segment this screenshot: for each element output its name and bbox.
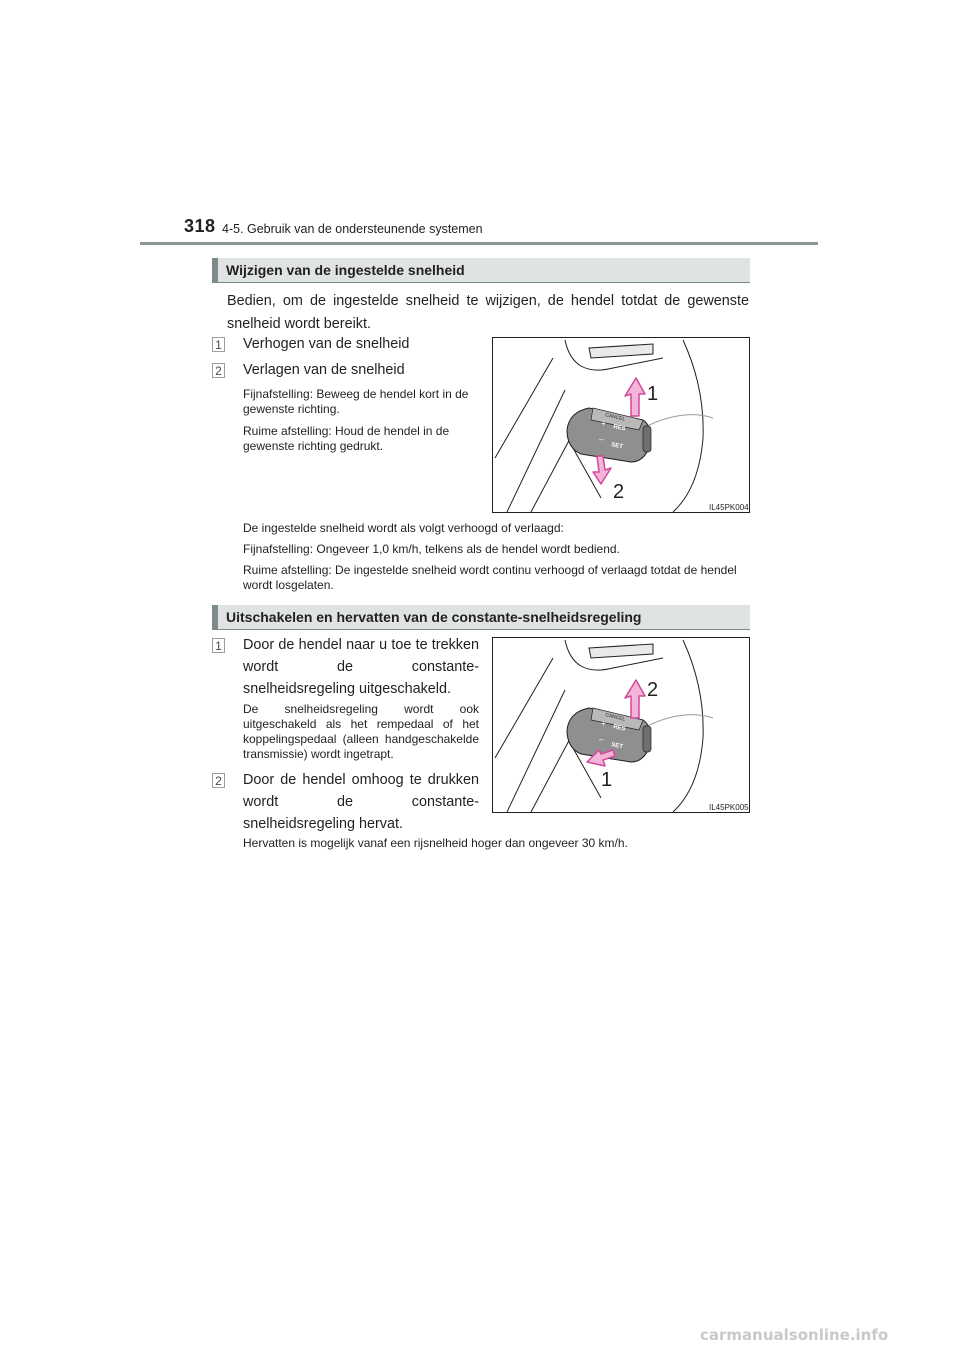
lever-illustration xyxy=(493,638,749,812)
intro-paragraph: Bedien, om de ingestelde snelheid te wijzigen, de hendel totdat de gewenste snelheid wordt bereikt. xyxy=(227,293,749,332)
section-accent xyxy=(212,258,218,282)
callout-down: 2 xyxy=(613,481,625,503)
section-heading-cancel-resume xyxy=(212,605,750,630)
lever-plus-label: + xyxy=(601,719,606,728)
lever-minus-label: – xyxy=(599,435,604,444)
lever-cancel-label: CANCEL xyxy=(604,712,626,723)
step-text-increase-speed: Verhogen van de snelheid xyxy=(243,336,410,352)
lever-set-label: SET xyxy=(610,442,624,451)
detail-line-2: Fijnafstelling: Ongeveer 1,0 km/h, telkens als de hendel wordt bediend. xyxy=(243,542,620,556)
arrow-up-icon xyxy=(625,680,645,718)
callout-up: 2 xyxy=(647,679,659,701)
step-text-cancel: Door de hendel naar u toe te trekken wordt de constante-snelheidsregeling uitgeschakeld. xyxy=(243,637,479,697)
lever-res-label: RES xyxy=(612,424,626,433)
arrow-down-icon xyxy=(593,456,611,484)
header-rule xyxy=(140,242,818,245)
section-heading-change-speed xyxy=(212,258,750,283)
note-coarse-adjustment: Ruime afstelling: Houd de hendel in de gewenste richting gedrukt. xyxy=(243,424,450,453)
figure-code: IL45PK005 xyxy=(709,803,749,812)
page-number: 318 xyxy=(184,216,216,236)
lever-set-label: SET xyxy=(610,742,624,751)
step-number-2: 2 xyxy=(212,363,225,378)
figure-code: IL45PK004 xyxy=(709,503,749,512)
note-cancel-brake: De snelheidsregeling wordt ook uitgeschakeld als het rempedaal of het koppelingspedaal (alleen handgeschakelde transmissie) wordt ingetrapt. xyxy=(243,702,479,761)
arrow-up-icon xyxy=(625,378,645,416)
step-text-resume: Door de hendel omhoog te drukken wordt de constante-snelheidsregeling hervat. xyxy=(243,772,479,832)
section-title: Wijzigen van de ingestelde snelheid xyxy=(226,262,465,278)
note-resume-speed: Hervatten is mogelijk vanaf een rijsnelheid hoger dan ongeveer 30 km/h. xyxy=(243,836,628,850)
chapter-title: 4-5. Gebruik van de ondersteunende systemen xyxy=(222,222,483,236)
figure-lever-adjust xyxy=(492,337,750,513)
step-number-1: 1 xyxy=(212,638,225,653)
detail-line-3: Ruime afstelling: De ingestelde snelheid wordt continu verhoogd of verlaagd totdat de hendel wordt losgelaten. xyxy=(243,563,737,592)
lever-minus-label: – xyxy=(599,735,604,744)
section-title: Uitschakelen en hervatten van de constante-snelheidsregeling xyxy=(226,609,642,625)
step-number-1: 1 xyxy=(212,337,225,352)
callout-up: 1 xyxy=(647,383,659,405)
lever-plus-label: + xyxy=(601,419,606,428)
note-fine-adjustment: Fijnafstelling: Beweeg de hendel kort in de gewenste richting. xyxy=(243,387,469,416)
step-number-2: 2 xyxy=(212,773,225,788)
detail-line-1: De ingestelde snelheid wordt als volgt verhoogd of verlaagd: xyxy=(243,521,564,535)
watermark: carmanualsonline.info xyxy=(700,1326,889,1344)
lever-res-label: RES xyxy=(612,724,626,733)
figure-lever-cancel-resume xyxy=(492,637,750,813)
lever-illustration xyxy=(493,338,749,512)
section-accent xyxy=(212,605,218,629)
lever-cancel-label: CANCEL xyxy=(604,412,626,423)
step-text-decrease-speed: Verlagen van de snelheid xyxy=(243,362,405,378)
callout-pull: 1 xyxy=(601,769,613,791)
